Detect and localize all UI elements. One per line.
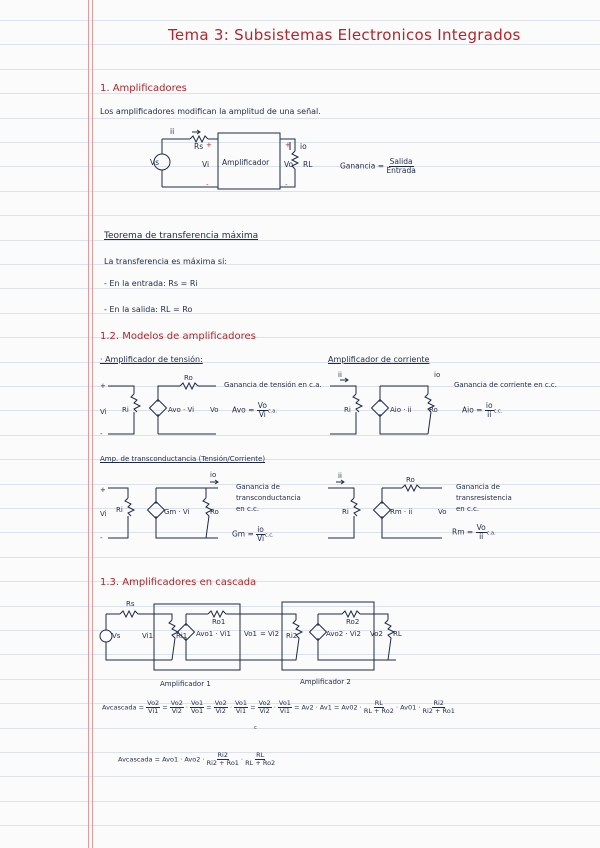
frac-den: Vi2 — [215, 706, 226, 715]
label-ro2: Ro2 — [346, 618, 360, 626]
formula-sub: c.a. — [267, 408, 277, 415]
gain-text-line: transresistencia — [456, 494, 512, 503]
dependent-source-label: Avo1 · Vi1 — [196, 630, 231, 638]
label-ii: ii — [170, 127, 175, 136]
frac-den: Vi1 — [279, 706, 291, 715]
minus-sign: - — [100, 430, 103, 438]
cascade-gain-equation: Avcascada = $\frac{Vo2}{Vi1}$ = $\frac{Vo2}{Vi2}$ · $\frac{Vo1}{Vo1}$ = $\frac{Vo2}{Vi2}$ · $\frac{Vo1}{Vi1}$ = $\frac{Vo2}{Vi2}$ · $\frac{Vo1}{Vi1}$ = Av2 · Av1 = Av02 · $\frac{RL}{RL + Ro2}$ · Av01 · $\frac{Ri2}{Ri2 + Ro1}$ — [102, 699, 455, 715]
formula-lhs: Avo = — [232, 405, 255, 415]
plus-sign: + — [206, 141, 212, 149]
formula-den: ii — [487, 409, 492, 419]
ruled-line — [0, 557, 600, 558]
amplifier-circuit-diagram — [140, 125, 340, 195]
frac-den: Vi2 — [171, 706, 182, 715]
label-ro: Ro — [210, 508, 219, 516]
frac-den: Ri2 + Ro1 — [422, 706, 455, 715]
minus-sign: - — [100, 534, 103, 542]
frac-num: Vo2 — [147, 699, 160, 707]
dependent-source-label: Aio · ii — [390, 406, 412, 414]
label-rs: Rs — [126, 600, 135, 608]
transresistance-formula — [452, 524, 496, 541]
ruled-line — [0, 337, 600, 338]
plus-sign: + — [100, 486, 106, 494]
dependent-source-label: Rm · ii — [390, 508, 413, 516]
label-rl: RL — [393, 630, 402, 638]
current-gain-text: Ganancia de corriente en c.c. — [454, 381, 558, 389]
dependent-source-label: Gm · Vi — [164, 508, 190, 516]
label-ii: ii — [338, 371, 342, 379]
frac-num: RL — [256, 751, 265, 759]
dependent-source-label: Avo · Vi — [168, 406, 195, 414]
ruled-line — [0, 215, 600, 216]
gain-text-line: en c.c. — [456, 505, 480, 514]
subheading-transconductancia: Amp. de transconductancia (Tensión/Corriente) — [100, 455, 266, 463]
ruled-line — [0, 44, 600, 45]
frac-num: Vo2 — [170, 699, 183, 707]
formula-num: io — [485, 401, 493, 410]
label-vi: Vi — [100, 510, 107, 518]
label-ri: Ri — [344, 406, 351, 414]
eq-mid: · Av01 · — [395, 703, 421, 712]
label-io: io — [434, 371, 441, 379]
gain-text-line: Ganancia de — [236, 483, 280, 491]
ruled-line — [0, 69, 600, 70]
voltage-gain-formula — [232, 402, 277, 419]
label-ri1: Ri1 — [176, 632, 188, 640]
frac-num: Vo1 — [278, 699, 291, 707]
label-ri: Ri — [342, 508, 349, 516]
plus-sign: + — [285, 141, 291, 149]
ruled-line — [0, 288, 600, 289]
label-vo: Vo — [284, 160, 294, 169]
frac-num: Vo1 — [191, 699, 204, 707]
current-amplifier-model — [328, 371, 441, 438]
amplifier-1-label: Amplificador 1 — [160, 680, 211, 688]
ruled-line — [0, 20, 600, 21]
frac-num: RL — [374, 699, 383, 707]
theorem-line: La transferencia es máxima si: — [104, 257, 227, 266]
equals-sign: = — [260, 630, 266, 638]
minus-sign: - — [285, 181, 288, 189]
amplifier-label: Amplificador — [222, 158, 270, 167]
label-ii: ii — [338, 472, 342, 480]
label-vo2: Vo2 — [370, 630, 383, 638]
label-vi2: Vi2 — [268, 630, 280, 638]
formula-den: Vi — [257, 533, 265, 543]
brace-label: c — [254, 725, 257, 731]
label-ri2: Ri2 — [286, 632, 298, 640]
label-vi: Vi — [202, 160, 210, 169]
frac-den: Vi1 — [235, 706, 247, 715]
label-vs: Vs — [150, 158, 160, 167]
frac-num: Vo1 — [234, 699, 248, 707]
label-ri: Ri — [116, 506, 123, 514]
label-ro: Ro — [184, 374, 193, 382]
label-vo1: Vo1 — [244, 630, 257, 638]
ruled-line — [0, 532, 600, 533]
margin-line — [92, 0, 93, 848]
formula-sub: c.c. — [493, 408, 503, 415]
gain-denominator: Entrada — [386, 165, 416, 175]
cascade-amplifier-circuit — [96, 596, 416, 688]
theorem-line: - En la entrada: Rs = Ri — [104, 279, 198, 288]
margin-line — [88, 0, 89, 848]
label-rs: Rs — [194, 142, 204, 151]
frac-den: Ri2 + Ro1 — [206, 758, 239, 767]
plus-sign: + — [100, 382, 106, 390]
transresistance-gain-text — [456, 482, 512, 516]
frac-num: Ri2 — [217, 751, 228, 759]
frac-den: Vo1 — [191, 706, 204, 715]
formula-lhs: Aio = — [462, 405, 483, 415]
frac-den: RL + Ro2 — [245, 758, 276, 767]
ruled-line — [0, 93, 600, 94]
transconductance-formula — [232, 526, 274, 543]
eq-lhs: Avcascada = — [102, 703, 145, 712]
transconductance-amplifier-model — [98, 478, 228, 544]
subheading-tension: · Amplificador de tensión: — [100, 355, 203, 364]
eq-lhs: Avcascada = Avo1 · Avo2 · — [118, 755, 205, 764]
label-vs: Vs — [112, 632, 121, 640]
frac-den: Vi2 — [259, 706, 270, 715]
formula-num: Vo — [257, 401, 267, 410]
label-rl: RL — [303, 160, 313, 169]
subheading-corriente: Amplificador de corriente — [328, 355, 430, 364]
label-vo: Vo — [210, 406, 219, 414]
label-ro1: Ro1 — [212, 618, 226, 626]
frac-den: RL + Ro2 — [363, 706, 394, 715]
gain-text-line: Ganancia de — [456, 483, 500, 491]
section-heading-cascada: 1.3. Amplificadores en cascada — [100, 577, 257, 588]
eq-mid: = Av2 · Av1 = Av02 · — [294, 703, 362, 712]
ruled-line — [0, 725, 600, 731]
formula-lhs: Rm = — [452, 527, 474, 537]
ruled-line — [0, 581, 600, 582]
voltage-gain-text: Ganancia de tensión en c.a. — [224, 381, 322, 389]
ruled-line — [0, 752, 600, 753]
label-vi: Vi — [100, 408, 107, 416]
ruled-line — [0, 313, 600, 314]
frac-den: Vi1 — [148, 706, 159, 715]
ruled-line — [0, 264, 600, 265]
minus-sign: - — [206, 181, 209, 189]
label-vo: Vo — [438, 508, 447, 516]
amplifier-2-label: Amplificador 2 — [300, 678, 351, 686]
label-ri: Ri — [122, 406, 129, 414]
section-heading-modelos: 1.2. Modelos de amplificadores — [100, 331, 256, 342]
label-io: io — [210, 471, 217, 479]
formula-sub: c.a. — [486, 530, 496, 537]
ruled-line — [0, 801, 600, 802]
current-gain-formula — [462, 402, 502, 419]
ruled-line — [0, 240, 600, 241]
theorem-line: - En la salida: RL = Ro — [104, 305, 193, 314]
transresistance-amplifier-model — [326, 472, 450, 544]
label-io: io — [300, 142, 307, 151]
label-vi1: Vi1 — [142, 632, 154, 640]
ruled-line — [0, 459, 600, 460]
gain-text-line: transconductancia — [236, 494, 301, 503]
ruled-line — [0, 825, 600, 826]
frac-num: Vo2 — [214, 699, 227, 707]
formula-lhs: Gm = — [232, 529, 254, 539]
formula-den: Vi — [258, 409, 266, 419]
theorem-heading: Teorema de transferencia máxima — [104, 231, 259, 241]
ruled-line — [0, 776, 600, 777]
page-title: Tema 3: Subsistemas Electronicos Integrados — [168, 26, 521, 44]
formula-sub: c.c. — [264, 532, 274, 539]
formula-num: Vo — [476, 523, 486, 532]
ruled-line — [0, 118, 600, 119]
gain-numerator: Salida — [389, 157, 413, 166]
gain-label: Ganancia = — [340, 161, 384, 171]
ruled-line — [0, 362, 600, 363]
formula-num: io — [257, 525, 264, 534]
transconductance-gain-text — [236, 482, 301, 516]
cascade-gain-equation-simplified: Avcascada = Avo1 · Avo2 · $\frac{Ri2}{Ri2 + Ro1}$ · $\frac{RL}{RL + Ro2}$ — [118, 751, 276, 767]
gain-definition — [340, 158, 416, 175]
gain-text-line: en c.c. — [236, 505, 260, 514]
formula-den: ii — [479, 531, 484, 541]
frac-num: Vo2 — [258, 699, 271, 707]
frac-num: Ri2 — [433, 699, 444, 707]
label-ro: Ro — [429, 406, 438, 414]
label-ro: Ro — [406, 476, 415, 484]
dependent-source-label: Avo2 · Vi2 — [326, 630, 361, 638]
section-heading-amplificadores: 1. Amplificadores — [100, 83, 187, 94]
intro-text: Los amplificadores modifican la amplitud de una señal. — [100, 107, 321, 116]
